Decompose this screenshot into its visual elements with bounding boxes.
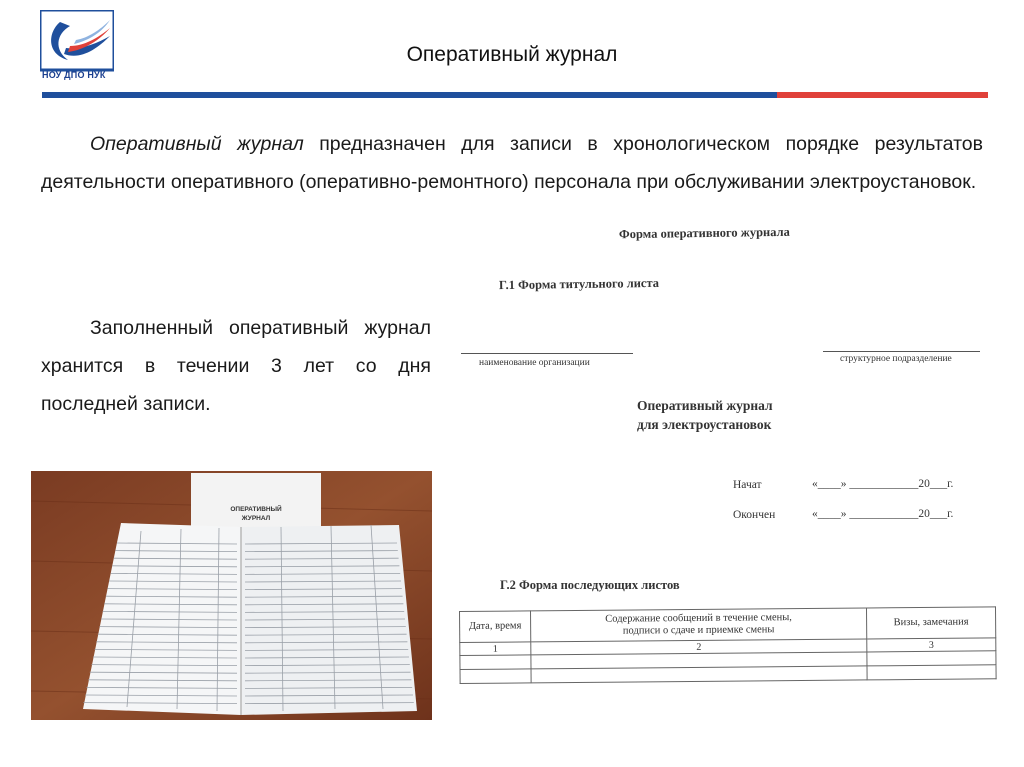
journal-photo xyxy=(31,471,432,720)
dept-caption: структурное подразделение xyxy=(840,354,952,364)
finished-label: Окончен xyxy=(733,509,776,521)
page-title: Оперативный журнал xyxy=(406,43,618,66)
header-rule-blue xyxy=(42,92,777,98)
title-page-heading: Г.1 Форма титульного листа xyxy=(498,275,660,293)
journal-title xyxy=(637,396,837,434)
cover-title-line1: ОПЕРАТИВНЫЙ xyxy=(230,506,282,513)
col-content-header xyxy=(531,608,867,642)
journal-title-line1: Оперативный журнал xyxy=(637,398,773,413)
col-date-header: Дата, время xyxy=(460,611,531,643)
col-content-header-line2: подписи о сдаче и приемке смены xyxy=(622,624,775,637)
storage-paragraph xyxy=(41,309,431,423)
cover-title-line2: ЖУРНАЛ xyxy=(241,515,271,522)
table-header-row xyxy=(460,607,996,643)
storage-text: Заполненный оперативный журнал хранится в течении 3 лет со дня последней записи. xyxy=(41,317,431,415)
intro-text: предназначен для записи в хронологическом порядке результатов деятельности оперативного (оперативно-ремонтного) персонала при обслуживании электроустановок. xyxy=(41,133,983,193)
col-visa-header: Визы, замечания xyxy=(866,607,995,639)
finished-date: «____» ____________20___г. xyxy=(812,508,954,520)
started-date: «____» ____________20___г. xyxy=(812,478,954,490)
logo-caption: НОУ ДПО НУК xyxy=(42,70,106,80)
col-number-2: 2 xyxy=(531,639,867,655)
intro-emphasis: Оперативный журнал xyxy=(90,133,304,155)
next-pages-heading: Г.2 Форма последующих листов xyxy=(500,578,680,592)
form-heading: Форма оперативного журнала xyxy=(618,224,790,242)
col-number-3: 3 xyxy=(867,638,996,652)
dept-line xyxy=(823,351,980,352)
shift-log-table xyxy=(459,606,997,684)
col-number-1: 1 xyxy=(460,642,531,656)
intro-paragraph xyxy=(41,125,983,201)
org-caption: наименование организации xyxy=(479,358,590,368)
journal-form-scan xyxy=(445,222,1005,712)
col-content-header-line1: Содержание сообщений в течение смены, xyxy=(605,612,792,625)
org-line xyxy=(461,353,633,354)
journal-title-line2: для электроустановок xyxy=(637,417,772,432)
header-rule-red xyxy=(777,92,988,98)
started-label: Начат xyxy=(733,479,762,491)
